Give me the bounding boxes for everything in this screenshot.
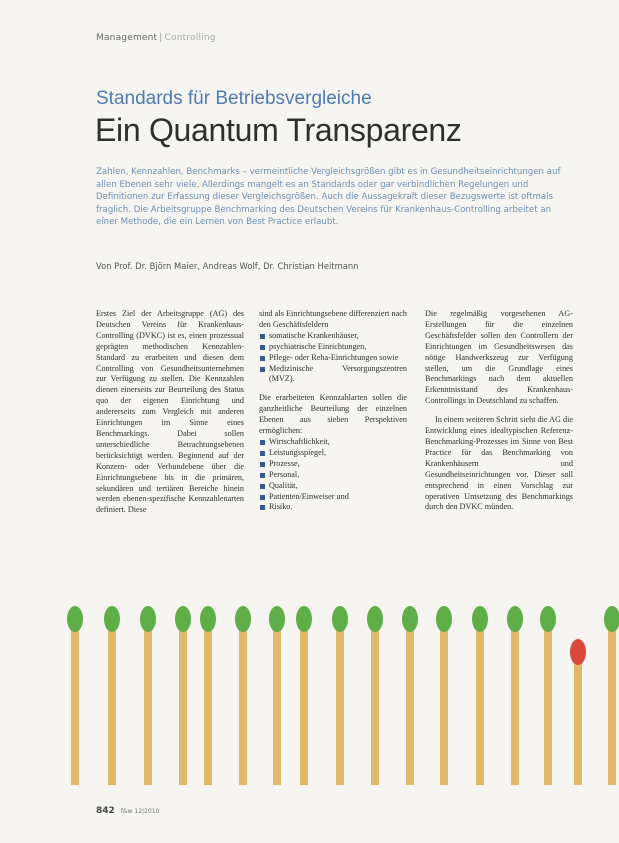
match bbox=[604, 606, 619, 785]
match-stick bbox=[336, 621, 344, 785]
match-head-green bbox=[540, 606, 556, 632]
list-item: Patienten/Einweiser und bbox=[259, 492, 407, 503]
col1-paragraph: Erstes Ziel der Arbeitsgruppe (AG) des Deutschen Vereins für Krankenhaus-Controlling (DVKC) ist es, einen prozessual geprägten methodischen Kennzahlen-Standard zu erarbeiten und diesen dem Controlling von Gesundheitsunternehmen zur Verfügung zu stellen. Die Kennzahlen dienen einerseits zur Beurteilung des Status quo der eigenen Einrichtung und andererseits zum Vergleich mit anderen Einrichtungen im Sinne eines Benchmarkings. Dabei sollen unterschiedliche Betrachtungsebenen berücksichtigt werden. Beginnend auf der Konzern- oder Verbundebene über die Einrichtungsebene bis in die primären, sekundären und tertiären Bereiche hinein werden ebenen-spezifische Kennzahlenarten definiert. Diese bbox=[96, 309, 244, 515]
match bbox=[540, 606, 556, 785]
match-stick bbox=[239, 621, 247, 785]
page-number: 842 bbox=[96, 806, 115, 816]
section-header bbox=[96, 33, 216, 43]
match bbox=[67, 606, 83, 785]
match-head-green bbox=[436, 606, 452, 632]
match-red-head bbox=[570, 639, 586, 785]
col3-paragraph-1: Die regelmäßig vorgesehenen AG-Erstellungen für die einzelnen Geschäftsfelder sollen den Controllern der Einrichtungen im Gesundheitswesen das nötige Handwerkszeug zur Verfügung stellen, um die Grundlage eines Benchmarkings nach dem aktuellen Erkenntnisstand des Krankenhaus-Controllings in Deutschland zu schaffen. bbox=[425, 309, 573, 406]
match bbox=[200, 606, 216, 785]
text-column-3 bbox=[425, 309, 573, 513]
match-stick bbox=[179, 621, 187, 785]
match-head-green bbox=[200, 606, 216, 632]
match-head-green bbox=[332, 606, 348, 632]
match-stick bbox=[108, 621, 116, 785]
match-stick bbox=[608, 621, 616, 785]
match-head-green bbox=[140, 606, 156, 632]
match-head-green bbox=[269, 606, 285, 632]
list-item: Pflege- oder Reha-Einrichtungen sowie bbox=[259, 353, 407, 364]
match bbox=[472, 606, 488, 785]
col3-paragraph-2: In einem weiteren Schritt sieht die AG die Entwicklung eines idealtypischen Referenz-Benchmarking-Prozesses im Sinne von Best Practice für das Benchmarking von Krankenhäusern und Gesundheitseinrichtungen vor. Dieser soll entsprechend in einen Vorschlag zur operativen Umsetzung des Benchmarkings durch den DVKC münden. bbox=[425, 415, 574, 512]
match-head-green bbox=[235, 606, 251, 632]
list-item: psychiatrische Einrichtungen, bbox=[259, 342, 407, 353]
subsection-label: Controlling bbox=[164, 33, 216, 43]
match-stick bbox=[300, 621, 308, 785]
match-head-green bbox=[472, 606, 488, 632]
business-fields-list bbox=[259, 331, 407, 386]
match-stick bbox=[71, 621, 79, 785]
match bbox=[104, 606, 120, 785]
match-stick bbox=[144, 621, 152, 785]
match bbox=[175, 606, 191, 785]
match-head-green bbox=[175, 606, 191, 632]
match-stick bbox=[204, 621, 212, 785]
text-column-1 bbox=[96, 309, 244, 516]
list-item: Qualität, bbox=[259, 481, 407, 492]
match-head-red bbox=[570, 639, 586, 665]
match bbox=[269, 606, 285, 785]
match bbox=[332, 606, 348, 785]
article-title: Ein Quantum Transparenz bbox=[95, 112, 462, 148]
match bbox=[507, 606, 523, 785]
match bbox=[367, 606, 383, 785]
magazine-issue: f&w 12|2010 bbox=[120, 808, 160, 815]
match-head-green bbox=[67, 606, 83, 632]
col2-perspectives-intro: Die erarbeiteten Kennzahlarten sollen die ganzheitliche Beurteilung der einzelnen Ebenen aus sieben Perspektiven ermöglichen: bbox=[259, 393, 407, 436]
list-item: Personal, bbox=[259, 470, 407, 481]
match-head-green bbox=[367, 606, 383, 632]
match bbox=[235, 606, 251, 785]
match bbox=[436, 606, 452, 785]
match-stick bbox=[511, 621, 519, 785]
list-item: Medizinische Versorgungszentren (MVZ). bbox=[259, 364, 407, 386]
list-item: Prozesse, bbox=[259, 459, 407, 470]
perspectives-list bbox=[259, 437, 407, 513]
match-stick bbox=[273, 621, 281, 785]
match-stick bbox=[371, 621, 379, 785]
article-lead: Zahlen, Kennzahlen, Benchmarks – vermeintliche Vergleichsgrößen gibt es in Gesundheitseinrichtungen auf allen Ebenen sehr viele. Allerdings mangelt es an Standards oder gar verbindlichen Regelungen und Definitionen zur Erfassung dieser Vergleichsgrößen. Auch die Aussagekraft dieser Bezugswerte ist oftmals fraglich. Die Arbeitsgruppe Benchmarking des Deutschen Vereins für Krankenhaus-Controlling arbeitet an einer Methode, die ein Lernen von Best Practice erlaubt. bbox=[96, 167, 561, 228]
article-authors: Von Prof. Dr. Björn Maier, Andreas Wolf, Dr. Christian Heitmann bbox=[96, 261, 359, 271]
match-head-green bbox=[507, 606, 523, 632]
match bbox=[140, 606, 156, 785]
match bbox=[402, 606, 418, 785]
list-item: Leistungsspiegel, bbox=[259, 448, 407, 459]
match-head-green bbox=[104, 606, 120, 632]
list-item: Wirtschaftlichkeit, bbox=[259, 437, 407, 448]
match bbox=[296, 606, 312, 785]
match-head-green bbox=[402, 606, 418, 632]
article-subtitle: Standards für Betriebsvergleiche bbox=[96, 88, 372, 109]
list-item: Risiko. bbox=[259, 502, 407, 513]
text-column-2 bbox=[259, 309, 407, 513]
match-stick bbox=[544, 621, 552, 785]
page-footer bbox=[96, 806, 159, 816]
match-stick bbox=[574, 654, 582, 785]
match-stick bbox=[440, 621, 448, 785]
match-head-green bbox=[604, 606, 619, 632]
match-head-green bbox=[296, 606, 312, 632]
match-stick bbox=[406, 621, 414, 785]
match-stick bbox=[476, 621, 484, 785]
list-item: somatische Krankenhäuser, bbox=[259, 331, 407, 342]
col2-intro: sind als Einrichtungsebene differenziert nach den Geschäftsfeldern bbox=[259, 309, 407, 329]
section-divider: | bbox=[159, 33, 163, 43]
matches-illustration bbox=[0, 595, 619, 785]
section-label: Management bbox=[96, 33, 158, 43]
